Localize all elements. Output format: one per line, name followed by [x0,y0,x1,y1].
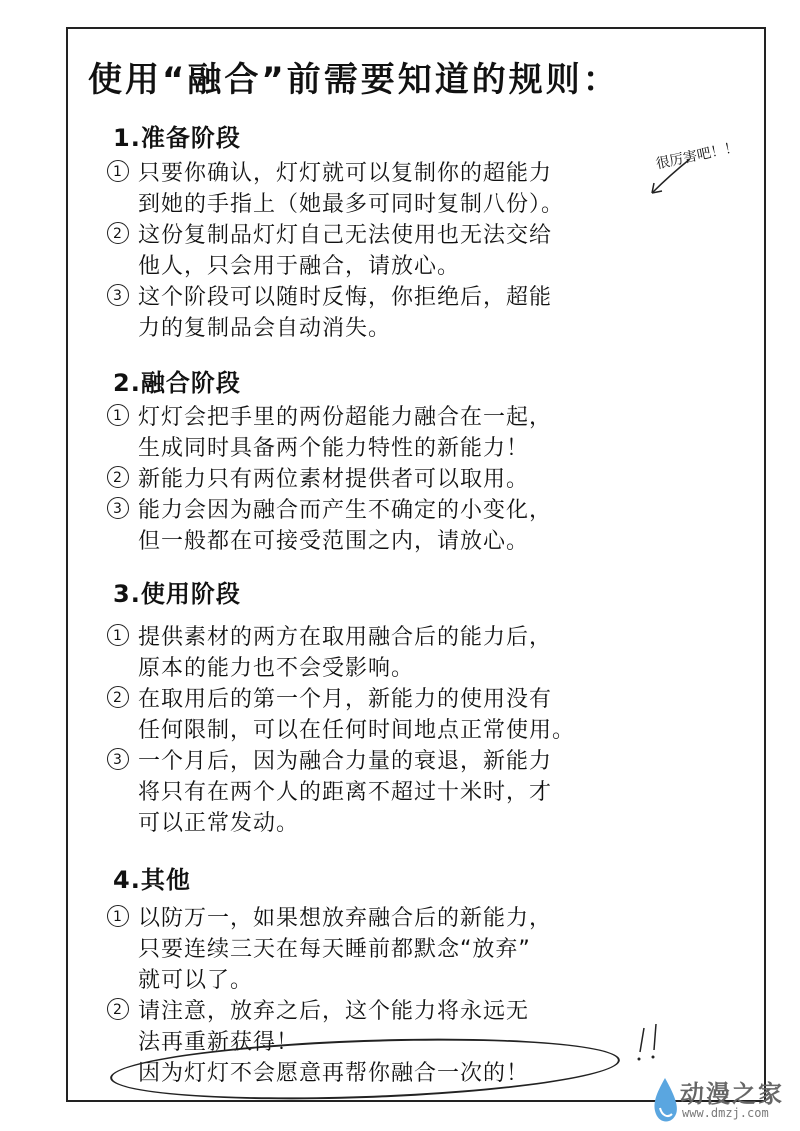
circled-number-marker: 2 [107,466,129,488]
rule-line: 一个月后，因为融合力量的衰退，新能力 [138,749,553,774]
circled-number-marker: 1 [107,160,129,182]
rule-item [113,402,698,464]
rule-line: 灯灯会把手里的两份超能力融合在一起， [138,405,553,430]
exclamation-marks-icon [630,1022,680,1077]
section-heading-preparation: 1.准备阶段 [113,124,241,152]
circled-number-marker: 2 [107,998,129,1020]
rule-line: 新能力只有两位素材提供者可以取用。 [138,467,530,492]
watermark-url: www.dmzj.com [682,1106,769,1120]
rule-line: 只要连续三天在每天睡前都默念“放弃” [138,937,531,962]
rule-line: 他人，只会用于融合，请放心。 [138,254,461,279]
rule-line: 这个阶段可以随时反悔，你拒绝后，超能 [138,285,553,310]
rule-line: 在取用后的第一个月，新能力的使用没有 [138,687,553,712]
watermark-logo [648,1072,798,1128]
aside-note: 很厉害吧！！ [654,139,740,173]
rule-line: 但一般都在可接受范围之内，请放心。 [138,529,530,554]
rule-item [113,158,698,220]
rule-line: 法再重新获得！ [138,1030,300,1055]
rule-line: 到她的手指上（她最多可同时复制八份）。 [138,192,565,217]
rule-line: 能力会因为融合而产生不确定的小变化， [138,498,553,523]
rule-line: 将只有在两个人的距离不超过十米时，才 [138,780,553,805]
rule-item [113,464,698,495]
rule-line: 就可以了。 [138,968,254,993]
rule-line: 以防万一，如果想放弃融合后的新能力， [138,906,553,931]
circled-number-marker: 3 [107,497,129,519]
rule-item [113,622,698,684]
circled-number-marker: 2 [107,222,129,244]
rule-item [113,903,698,996]
section-heading-other: 4.其他 [113,866,191,894]
rule-line: 原本的能力也不会受影响。 [138,656,415,681]
circled-number-marker: 1 [107,905,129,927]
section-heading-usage: 3.使用阶段 [113,580,241,608]
rule-line: 生成同时具备两个能力特性的新能力！ [138,436,530,461]
circled-number-marker: 3 [107,748,129,770]
rule-item [113,746,698,839]
aside-arrow-icon [630,155,710,205]
rule-item [113,684,698,746]
rule-item [113,495,698,557]
rule-line: 力的复制品会自动消失。 [138,316,392,341]
rule-line: 提供素材的两方在取用融合后的能力后， [138,625,553,650]
rule-line: 任何限制，可以在任何时间地点正常使用。 [138,718,576,743]
rule-item [113,282,698,344]
watermark-name: 动漫之家 [680,1080,784,1108]
rule-line: 可以正常发动。 [138,811,300,836]
rule-line-emphasis: 因为灯灯不会愿意再帮你融合一次的！ [138,1061,530,1086]
circled-number-marker: 1 [107,404,129,426]
circled-number-marker: 2 [107,686,129,708]
rule-line: 只要你确认，灯灯就可以复制你的超能力 [138,161,553,186]
water-drop-icon [648,1076,682,1126]
page-title: 使用“融合”前需要知道的规则： [88,60,620,100]
circled-number-marker: 1 [107,624,129,646]
rule-line: 请注意，放弃之后，这个能力将永远无 [138,999,530,1024]
section-heading-fusion: 2.融合阶段 [113,369,241,397]
rule-line: 这份复制品灯灯自己无法使用也无法交给 [138,223,553,248]
circled-number-marker: 3 [107,284,129,306]
rule-item [113,220,698,282]
